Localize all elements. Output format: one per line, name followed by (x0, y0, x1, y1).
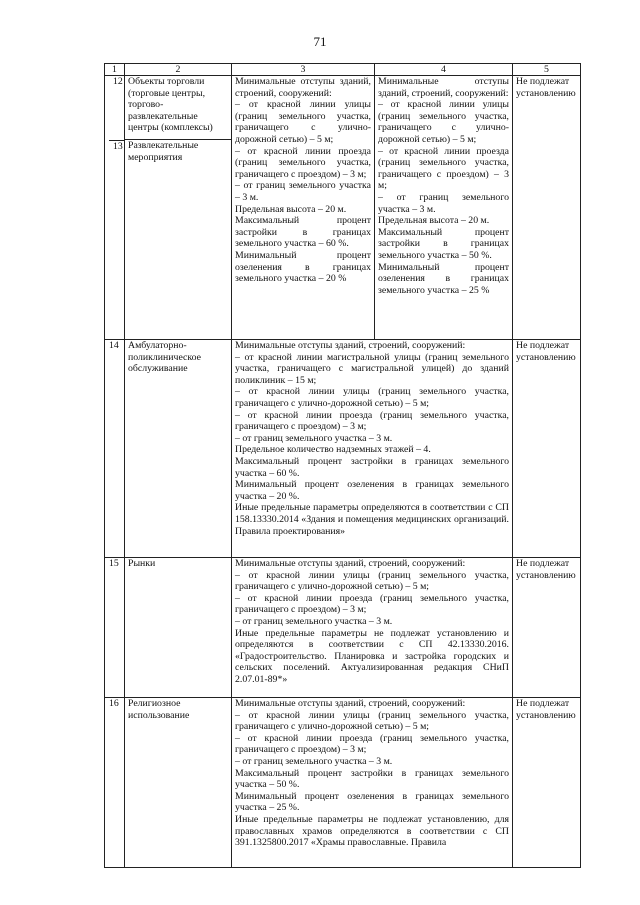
use-name: Амбулаторно-поликлиническое обслуживание (125, 340, 232, 558)
col5-cell: Не подлежат установлению (513, 698, 581, 868)
param-line: – от границ земельного участка – 3 м. (235, 615, 393, 627)
table-row (105, 340, 581, 558)
row-number-cell (105, 76, 125, 340)
param-line: – от красной линии улицы (границ земельного участка, граничащего с улично-дорожной сетью) – 5 м; (235, 709, 509, 733)
row-number: 14 (105, 340, 125, 558)
param-line: Иные предельные параметры не подлежат установлению и определяются в соответствии с СП 42.13330.2016. «Градостроительство. Планировка и застройка городских и сельских поселений. Актуализированная редакция СНиП 2.07.01-89*» (235, 627, 509, 685)
param-line: Минимальный процент озеленения в границах земельного участка – 20 %. (235, 479, 509, 502)
param-line: Предельная высота – 20 м. (235, 203, 347, 215)
page-number: 71 (313, 34, 327, 49)
param-line: Минимальные отступы зданий, строений, сооружений: (235, 76, 371, 99)
param-line: Минимальный процент озеленения в границах земельного участка – 20 % (235, 249, 371, 285)
col5-cell: Не подлежат установлению (513, 340, 581, 558)
param-line: Минимальные отступы зданий, строений, сооружений: (235, 558, 466, 569)
param-line: Предельное количество надземных этажей – 4. (235, 444, 431, 456)
param-line: – от красной линии улицы (границ земельного участка, граничащего с улично-дорожной сетью) – 5 м; (378, 99, 509, 145)
param-line: – от красной линии проезда (границ земельного участка, граничащего с проездом) – 3 м; (235, 409, 509, 433)
row-number: 12 (109, 76, 124, 141)
param-line: Минимальные отступы зданий, строений, сооружений: (378, 76, 509, 99)
row-number: 13 (113, 141, 123, 152)
param-line: – от красной линии улицы (границ земельного участка, граничащего с улично-дорожной сетью) – 5 м; (235, 99, 371, 145)
param-line: Максимальный процент застройки в границах земельного участка – 50 %. (378, 226, 509, 261)
header-cell: 5 (513, 64, 581, 76)
param-line: – от красной линии улицы (границ земельного участка, граничащего с улично-дорожной сетью) – 5 м; (235, 386, 509, 409)
param-line: – от красной линии проезда (границ земельного участка, граничащего с проездом) – 3 м; (235, 592, 509, 616)
param-line: – от границ земельного участка – 3 м. (378, 191, 509, 215)
col5-cell: Не подлежат установлению (513, 76, 581, 340)
param-line: Максимальный процент застройки в границах земельного участка – 60 %. (235, 455, 509, 479)
param-line: Предельная высота – 20 м. (378, 215, 490, 227)
param-line: Максимальный процент застройки в границах земельного участка – 50 %. (235, 767, 509, 791)
use-name: Объекты торговли (торговые центры, торгово-развлекательные центры (комплексы) (125, 76, 231, 140)
params-cell (375, 76, 513, 340)
param-line: Минимальные отступы зданий, строений, сооружений: (235, 340, 466, 351)
param-line: – от красной линии проезда (границ земельного участка, граничащего с проездом) – 3 м; (235, 145, 371, 180)
param-line: Иные предельные параметры не подлежат установлению, для православных храмов определяются в соответствии с СП 391.1325800.2017 «Храмы православные. Правила (235, 813, 509, 849)
col5-cell: Не подлежат установлению (513, 558, 581, 698)
regulations-table (104, 63, 581, 868)
param-line: Максимальный процент застройки в границах земельного участка – 60 %. (235, 215, 371, 250)
header-cell: 3 (232, 64, 375, 76)
param-line: Минимальные отступы зданий, строений, сооружений: (235, 698, 466, 709)
header-cell: 4 (375, 64, 513, 76)
use-name: Развлекательные мероприятия (128, 140, 199, 163)
use-name: Рынки (125, 558, 232, 698)
param-line: – от красной линии проезда (границ земельного участка, граничащего с проездом) – 3 м; (378, 145, 509, 192)
header-cell: 1 (105, 64, 125, 76)
table-row (105, 558, 581, 698)
param-line: – от красной линии улицы (границ земельного участка, граничащего с улично-дорожной сетью) – 5 м; (235, 569, 509, 593)
use-name: Религиозное использование (125, 698, 232, 868)
header-cell: 2 (125, 64, 232, 76)
param-line: Минимальный процент озеленения в границах земельного участка – 25 % (378, 261, 509, 296)
params-cell (232, 558, 513, 698)
params-cell (232, 340, 513, 558)
param-line: – от границ земельного участка – 3 м. (235, 432, 393, 444)
param-line: – от красной линии проезда (границ земельного участка, граничащего с проездом) – 3 м; (235, 732, 509, 756)
param-line: – от границ земельного участка – 3 м. (235, 180, 371, 203)
param-line: – от красной линии магистральной улицы (границ земельного участка, граничащего с магистральной улицей) до зданий поликлиник – 15 м; (235, 351, 509, 386)
param-line: Иные предельные параметры определяются в соответствии с СП 158.13330.2014 «Здания и помещения медицинских организаций. Правила проектирования» (235, 502, 509, 537)
param-line: – от границ земельного участка – 3 м. (235, 755, 393, 767)
row-number: 15 (105, 558, 125, 698)
row-number: 16 (105, 698, 125, 868)
table-row (105, 76, 581, 340)
param-line: Минимальный процент озеленения в границах земельного участка – 25 %. (235, 790, 509, 814)
params-cell (232, 698, 513, 868)
table-header-row (105, 64, 581, 76)
table-row (105, 698, 581, 868)
params-cell (232, 76, 375, 340)
use-name-cell (125, 76, 232, 340)
